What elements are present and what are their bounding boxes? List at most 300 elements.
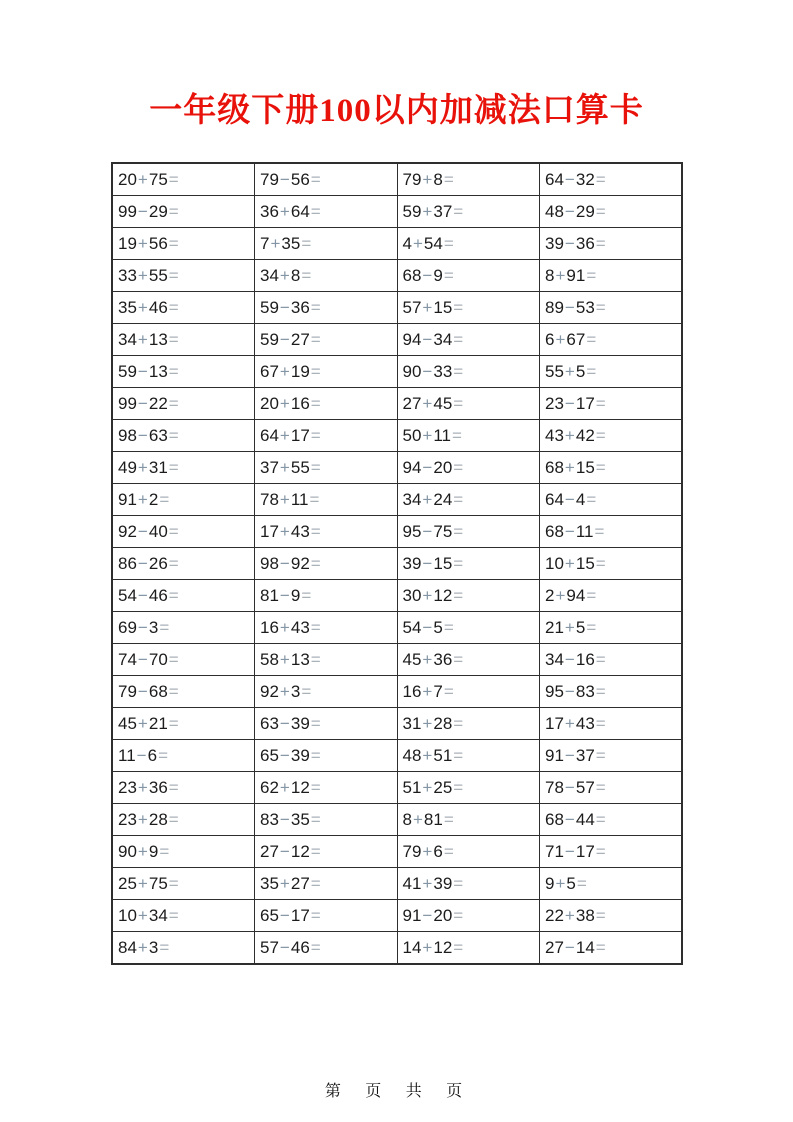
operand: 91 — [566, 265, 586, 285]
problem-cell — [540, 804, 683, 836]
operand: 22 — [545, 905, 564, 925]
operand: 36 — [260, 201, 279, 221]
operand: 8 — [433, 169, 443, 189]
operator-sign: + — [279, 361, 290, 381]
problem-cell — [255, 196, 398, 228]
operand: 37 — [260, 457, 279, 477]
equals-sign: = — [453, 393, 464, 413]
equals-sign: = — [595, 681, 606, 701]
operator-sign: + — [137, 809, 148, 829]
operand: 3 — [148, 617, 159, 637]
problem-cell — [397, 868, 540, 900]
operand: 95 — [402, 521, 422, 541]
operator-sign: + — [270, 233, 281, 253]
operand: 21 — [545, 617, 564, 637]
operand: 99 — [118, 393, 137, 413]
problem-cell — [540, 484, 683, 516]
operand: 10 — [118, 905, 137, 925]
problem-cell — [112, 836, 255, 868]
equals-sign: = — [168, 521, 179, 541]
equals-sign: = — [168, 265, 179, 285]
problem-cell — [540, 452, 683, 484]
operand: 38 — [575, 905, 595, 925]
operand: 15 — [433, 297, 453, 317]
operand: 91 — [118, 489, 137, 509]
operator-sign: + — [279, 265, 290, 285]
operand: 68 — [545, 521, 564, 541]
operand: 89 — [545, 297, 564, 317]
operand: 2 — [545, 585, 555, 605]
operand: 17 — [575, 393, 595, 413]
operator-sign: − — [564, 297, 575, 317]
operand: 50 — [402, 425, 422, 445]
problem-cell — [255, 836, 398, 868]
operand: 63 — [260, 713, 279, 733]
operand: 7 — [433, 681, 443, 701]
operand: 43 — [575, 713, 595, 733]
operand: 92 — [290, 553, 310, 573]
operator-sign: + — [279, 649, 290, 669]
operator-sign: − — [564, 521, 575, 541]
operand: 39 — [290, 745, 310, 765]
operand: 78 — [545, 777, 564, 797]
equals-sign: = — [301, 265, 312, 285]
operand: 21 — [148, 713, 168, 733]
operand: 28 — [433, 713, 453, 733]
equals-sign: = — [453, 361, 464, 381]
table-row — [112, 548, 682, 580]
operand: 59 — [260, 329, 279, 349]
operand: 11 — [118, 745, 136, 765]
problem-cell — [540, 772, 683, 804]
problem-cell — [397, 163, 540, 196]
equals-sign: = — [168, 777, 179, 797]
operand: 99 — [118, 201, 137, 221]
equals-sign: = — [158, 745, 168, 765]
equals-sign: = — [453, 905, 464, 925]
operator-sign: − — [564, 777, 575, 797]
equals-sign: = — [309, 489, 320, 509]
operand: 23 — [545, 393, 564, 413]
operand: 9 — [290, 585, 301, 605]
problem-cell — [397, 324, 540, 356]
operand: 74 — [118, 649, 137, 669]
equals-sign: = — [310, 937, 321, 957]
equals-sign: = — [595, 809, 606, 829]
operator-sign: + — [137, 297, 148, 317]
operator-sign: + — [564, 425, 575, 445]
operand: 57 — [260, 937, 279, 957]
operator-sign: − — [137, 553, 148, 573]
operand: 91 — [402, 905, 422, 925]
problem-cell — [255, 324, 398, 356]
operator-sign: + — [279, 457, 290, 477]
problem-cell — [540, 836, 683, 868]
problem-cell — [255, 420, 398, 452]
operand: 68 — [545, 809, 564, 829]
operand: 51 — [402, 777, 422, 797]
problem-cell — [112, 708, 255, 740]
problem-cell — [255, 804, 398, 836]
equals-sign: = — [586, 265, 597, 285]
operator-sign: + — [555, 585, 566, 605]
equals-sign: = — [310, 905, 321, 925]
problem-cell — [112, 452, 255, 484]
problem-cell — [397, 228, 540, 260]
operator-sign: − — [279, 297, 290, 317]
operator-sign: + — [422, 937, 433, 957]
operand: 46 — [148, 297, 168, 317]
operator-sign: + — [137, 329, 148, 349]
operand: 20 — [433, 905, 453, 925]
operator-sign: − — [564, 233, 575, 253]
operator-sign: + — [279, 521, 290, 541]
table-row — [112, 836, 682, 868]
table-row — [112, 516, 682, 548]
operand: 55 — [148, 265, 168, 285]
equals-sign: = — [168, 329, 179, 349]
equals-sign: = — [595, 457, 606, 477]
table-row — [112, 676, 682, 708]
operand: 92 — [260, 681, 279, 701]
equals-sign: = — [453, 873, 464, 893]
equals-sign: = — [168, 425, 179, 445]
operand: 59 — [118, 361, 137, 381]
operator-sign: − — [564, 649, 575, 669]
problem-cell — [255, 163, 398, 196]
operand: 8 — [545, 265, 555, 285]
operator-sign: − — [564, 201, 575, 221]
operand: 54 — [118, 585, 137, 605]
problem-cell — [112, 900, 255, 932]
problem-cell — [397, 900, 540, 932]
table-row — [112, 420, 682, 452]
problem-cell — [397, 196, 540, 228]
operand: 11 — [575, 521, 594, 541]
operand: 27 — [290, 329, 310, 349]
operand: 45 — [433, 393, 453, 413]
problem-cell — [112, 548, 255, 580]
equals-sign: = — [301, 681, 312, 701]
operator-sign: + — [137, 713, 148, 733]
problem-cell — [397, 580, 540, 612]
problem-cell — [112, 932, 255, 965]
problem-cell — [255, 772, 398, 804]
table-row — [112, 740, 682, 772]
operand: 34 — [148, 905, 168, 925]
operator-sign: − — [564, 745, 575, 765]
operator-sign: + — [422, 681, 433, 701]
operand: 6 — [147, 745, 158, 765]
equals-sign: = — [310, 777, 321, 797]
operand: 5 — [433, 617, 443, 637]
equals-sign: = — [586, 329, 597, 349]
operand: 24 — [433, 489, 453, 509]
operand: 17 — [260, 521, 279, 541]
equals-sign: = — [453, 457, 464, 477]
operand: 28 — [148, 809, 168, 829]
operand: 17 — [575, 841, 595, 861]
equals-sign: = — [159, 937, 170, 957]
problem-cell — [397, 932, 540, 965]
problem-cell — [255, 644, 398, 676]
operator-sign: + — [422, 585, 433, 605]
problem-cell — [540, 356, 683, 388]
operand: 49 — [118, 457, 137, 477]
problem-cell — [397, 548, 540, 580]
operator-sign: + — [137, 841, 148, 861]
operand: 10 — [545, 553, 564, 573]
operator-sign: − — [564, 841, 575, 861]
equals-sign: = — [168, 649, 179, 669]
equals-sign: = — [168, 873, 179, 893]
equals-sign: = — [310, 841, 321, 861]
equals-sign: = — [310, 329, 321, 349]
operator-sign: + — [564, 713, 575, 733]
operand: 16 — [260, 617, 279, 637]
equals-sign: = — [443, 809, 454, 829]
problem-cell — [112, 260, 255, 292]
operand: 39 — [290, 713, 310, 733]
operator-sign: + — [564, 553, 575, 573]
operand: 45 — [118, 713, 137, 733]
operand: 31 — [402, 713, 422, 733]
operand: 81 — [423, 809, 443, 829]
problem-cell — [540, 420, 683, 452]
equals-sign: = — [453, 585, 464, 605]
problem-cell — [112, 196, 255, 228]
problem-cell — [255, 868, 398, 900]
operator-sign: + — [564, 617, 575, 637]
operator-sign: − — [279, 809, 290, 829]
operator-sign: + — [279, 201, 290, 221]
equals-sign: = — [594, 521, 605, 541]
problem-cell — [112, 676, 255, 708]
equals-sign: = — [310, 297, 321, 317]
problems-table-body — [112, 163, 682, 964]
problem-cell — [540, 612, 683, 644]
problem-cell — [540, 292, 683, 324]
table-row — [112, 163, 682, 196]
table-row — [112, 612, 682, 644]
problem-cell — [397, 612, 540, 644]
operand: 36 — [433, 649, 453, 669]
problem-cell — [397, 452, 540, 484]
problem-cell — [397, 836, 540, 868]
operator-sign: + — [279, 617, 290, 637]
equals-sign: = — [586, 617, 597, 637]
operand: 9 — [148, 841, 159, 861]
operand: 56 — [290, 169, 310, 189]
problem-cell — [397, 388, 540, 420]
problem-cell — [255, 548, 398, 580]
problem-cell — [255, 388, 398, 420]
equals-sign: = — [595, 201, 606, 221]
operand: 39 — [545, 233, 564, 253]
operand: 54 — [402, 617, 422, 637]
problem-cell — [540, 516, 683, 548]
operand: 23 — [118, 809, 137, 829]
table-row — [112, 804, 682, 836]
operand: 27 — [402, 393, 422, 413]
problem-cell — [397, 676, 540, 708]
equals-sign: = — [159, 617, 170, 637]
problem-cell — [255, 260, 398, 292]
operand: 39 — [402, 553, 422, 573]
equals-sign: = — [168, 297, 179, 317]
operator-sign: + — [422, 873, 433, 893]
table-row — [112, 228, 682, 260]
problem-cell — [112, 580, 255, 612]
operand: 40 — [148, 521, 168, 541]
equals-sign: = — [595, 745, 606, 765]
operator-sign: + — [137, 777, 148, 797]
operand: 34 — [433, 329, 453, 349]
problem-cell — [112, 772, 255, 804]
equals-sign: = — [595, 425, 606, 445]
problem-cell — [540, 260, 683, 292]
operand: 26 — [148, 553, 168, 573]
equals-sign: = — [595, 777, 606, 797]
operator-sign: + — [422, 425, 433, 445]
equals-sign: = — [595, 937, 606, 957]
operand: 41 — [402, 873, 422, 893]
problem-cell — [397, 484, 540, 516]
page-footer: 第 页 共 页 — [324, 1083, 469, 1100]
operand: 2 — [148, 489, 159, 509]
operator-sign: + — [279, 777, 290, 797]
operand: 35 — [118, 297, 137, 317]
operator-sign: − — [564, 169, 575, 189]
operand: 65 — [260, 745, 279, 765]
operand: 75 — [148, 873, 168, 893]
equals-sign: = — [168, 201, 179, 221]
problem-cell — [397, 804, 540, 836]
table-row — [112, 708, 682, 740]
equals-sign: = — [310, 873, 321, 893]
operand: 27 — [260, 841, 279, 861]
operand: 6 — [545, 329, 555, 349]
operand: 94 — [566, 585, 586, 605]
operand: 9 — [433, 265, 443, 285]
equals-sign: = — [586, 361, 597, 381]
operand: 9 — [545, 873, 555, 893]
problem-cell — [112, 644, 255, 676]
operand: 90 — [402, 361, 422, 381]
operator-sign: − — [137, 521, 148, 541]
operator-sign: + — [279, 489, 290, 509]
operator-sign: + — [422, 777, 433, 797]
operand: 16 — [575, 649, 595, 669]
problem-cell — [540, 708, 683, 740]
equals-sign: = — [595, 233, 606, 253]
table-row — [112, 932, 682, 965]
operand: 33 — [433, 361, 453, 381]
operator-sign: − — [279, 905, 290, 925]
problem-cell — [540, 580, 683, 612]
operand: 13 — [148, 329, 168, 349]
equals-sign: = — [159, 489, 170, 509]
operand: 42 — [575, 425, 595, 445]
operand: 37 — [433, 201, 453, 221]
equals-sign: = — [168, 169, 179, 189]
operator-sign: + — [137, 905, 148, 925]
table-row — [112, 324, 682, 356]
operand: 75 — [148, 169, 168, 189]
operand: 25 — [433, 777, 453, 797]
equals-sign: = — [453, 649, 464, 669]
operator-sign: + — [137, 873, 148, 893]
problem-cell — [397, 708, 540, 740]
operand: 79 — [402, 841, 422, 861]
equals-sign: = — [168, 713, 179, 733]
equals-sign: = — [159, 841, 170, 861]
problem-cell — [397, 420, 540, 452]
equals-sign: = — [453, 201, 464, 221]
table-row — [112, 292, 682, 324]
operator-sign: − — [137, 201, 148, 221]
problem-cell — [397, 772, 540, 804]
operand: 83 — [260, 809, 279, 829]
operator-sign: + — [422, 841, 433, 861]
problem-cell — [397, 260, 540, 292]
operand: 63 — [148, 425, 168, 445]
operator-sign: + — [422, 393, 433, 413]
operand: 79 — [118, 681, 137, 701]
operand: 30 — [402, 585, 422, 605]
operand: 6 — [433, 841, 443, 861]
problem-cell — [540, 932, 683, 965]
worksheet-title: 一年级下册100以内加减法口算卡 — [149, 93, 644, 129]
equals-sign: = — [595, 713, 606, 733]
problem-cell — [255, 356, 398, 388]
operand: 8 — [402, 809, 412, 829]
operand: 5 — [566, 873, 576, 893]
operand: 34 — [545, 649, 564, 669]
operand: 35 — [290, 809, 310, 829]
table-row — [112, 388, 682, 420]
problem-cell — [255, 580, 398, 612]
operand: 16 — [290, 393, 310, 413]
operand: 7 — [260, 233, 270, 253]
operand: 43 — [545, 425, 564, 445]
table-row — [112, 868, 682, 900]
problem-cell — [255, 292, 398, 324]
operator-sign: + — [137, 233, 148, 253]
operator-sign: − — [279, 745, 290, 765]
problem-cell — [540, 548, 683, 580]
problem-cell — [540, 163, 683, 196]
operand: 29 — [575, 201, 595, 221]
operand: 12 — [290, 777, 310, 797]
operand: 25 — [118, 873, 137, 893]
problem-cell — [540, 228, 683, 260]
problem-cell — [255, 612, 398, 644]
equals-sign: = — [453, 937, 464, 957]
operand: 84 — [118, 937, 137, 957]
operand: 16 — [402, 681, 422, 701]
equals-sign: = — [595, 553, 606, 573]
operator-sign: + — [279, 393, 290, 413]
problem-cell — [112, 804, 255, 836]
operator-sign: + — [137, 937, 148, 957]
operand: 58 — [260, 649, 279, 669]
equals-sign: = — [310, 425, 321, 445]
problem-cell — [540, 196, 683, 228]
operand: 12 — [433, 585, 453, 605]
operator-sign: − — [137, 361, 148, 381]
table-row — [112, 580, 682, 612]
